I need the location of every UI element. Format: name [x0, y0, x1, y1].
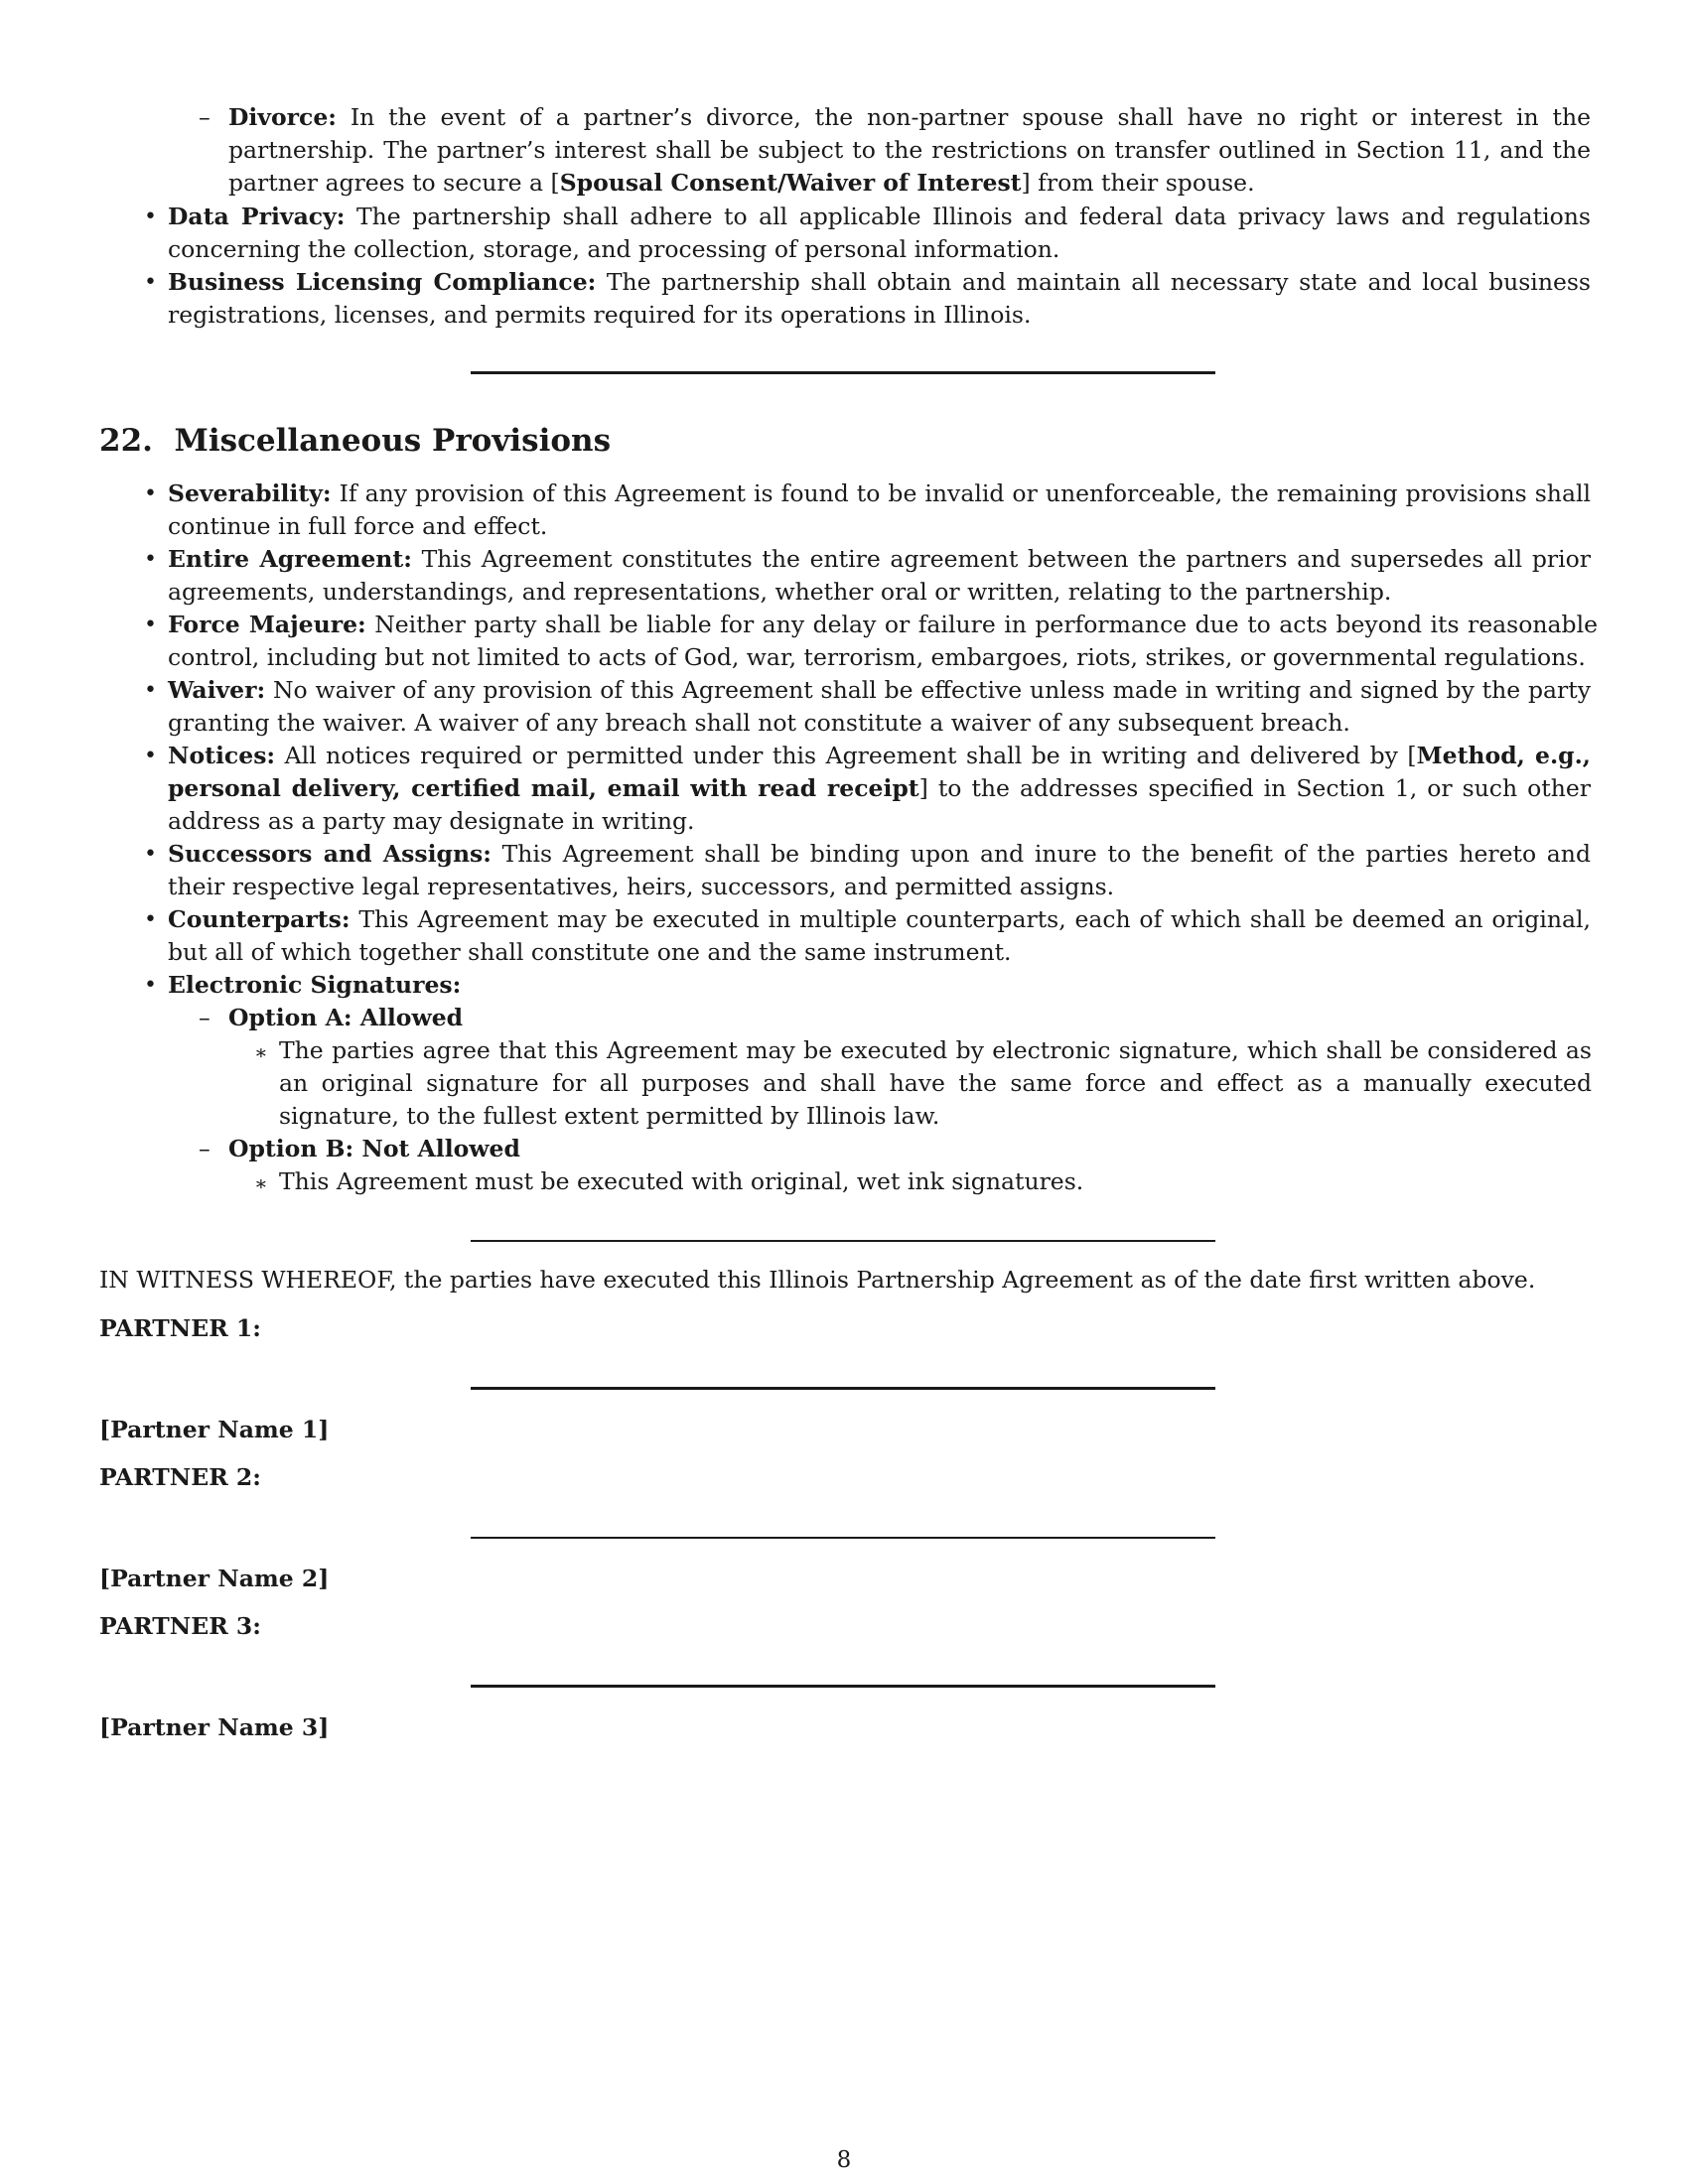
bullet-marker: • [144, 270, 157, 295]
list-item-successors [144, 838, 1591, 903]
item-text: The partnership shall adhere to all applicable Illinois and federal data privacy laws and regulations concerning the collection, storage, and processing of personal information. [168, 203, 1591, 263]
list-item-electronic-signatures [144, 969, 1591, 1002]
signature-line-partner-3[interactable] [471, 1685, 1215, 1688]
item-bold-text: Spousal Consent/Waiver of Interest [559, 169, 1022, 197]
dash-marker: – [199, 103, 211, 131]
list-item-divorce [199, 101, 1591, 200]
dash-marker: – [199, 1135, 211, 1162]
option-b-body: This Agreement must be executed with original, wet ink signatures. [279, 1167, 1084, 1195]
signature-label-partner-1: PARTNER 1: [99, 1314, 261, 1342]
list-item-waiver [144, 674, 1591, 740]
item-text: In the event of a partner’s divorce, the non-partner spouse shall have no right or interest in the partnership. The partner’s interest shall be subject to the restrictions on transfer outlined in Section 11, and the partner agrees to secure a [ [228, 103, 1591, 197]
bullet-marker: • [144, 842, 157, 867]
list-item-notices [144, 740, 1591, 838]
option-a-text [254, 1034, 1592, 1133]
section-heading: 22. Miscellaneous Provisions [99, 423, 612, 459]
option-a-label [199, 1002, 1591, 1034]
list-item-business-licensing [144, 266, 1591, 332]
item-label: Force Majeure: [168, 611, 366, 638]
signature-name-partner-3: [Partner Name 3] [99, 1713, 330, 1741]
witness-statement: IN WITNESS WHEREOF, the parties have executed this Illinois Partnership Agreement as of the date first written above. [99, 1266, 1536, 1294]
item-text: The partnership shall obtain and maintain all necessary state and local business registrations, licenses, and permits required for its operations in Illinois. [168, 268, 1591, 329]
item-text: This Agreement may be executed in multiple counterparts, each of which shall be deemed an original, but all of which together shall constitute one and the same instrument. [168, 905, 1591, 966]
signature-label-partner-3: PARTNER 3: [99, 1612, 261, 1640]
item-label: Data Privacy: [168, 203, 346, 230]
list-item-severability [144, 478, 1591, 543]
option-b-title: Option B: Not Allowed [228, 1135, 520, 1162]
signature-line-partner-2[interactable] [471, 1537, 1215, 1539]
option-a-body: The parties agree that this Agreement may be executed by electronic signature, which shall be considered as an original signature for all purposes and shall have the same force and effect as a manually executed signature, to the fullest extent permitted by Illinois law. [279, 1036, 1592, 1130]
horizontal-rule [471, 371, 1215, 374]
bullet-marker: • [144, 678, 157, 703]
dash-marker: – [199, 1004, 211, 1031]
item-label: Business Licensing Compliance: [168, 268, 597, 296]
item-label: Waiver: [168, 676, 266, 704]
bullet-marker: • [144, 547, 157, 572]
item-text: This Agreement shall be binding upon and inure to the benefit of the parties hereto and their respective legal representatives, heirs, successors, and permitted assigns. [168, 840, 1591, 900]
bullet-marker: • [144, 205, 157, 229]
item-bold-text: Method, e.g., personal delivery, certified mail, email with read receipt [168, 742, 1591, 802]
item-text: Neither party shall be liable for any delay or failure in performance due to acts beyond its reasonable control, including but not limited to acts of God, war, terrorism, embargoes, riots, strikes, or governmental regulations. [168, 611, 1599, 671]
signature-name-partner-1: [Partner Name 1] [99, 1416, 330, 1443]
item-text: If any provision of this Agreement is found to be invalid or unenforceable, the remaining provisions shall continue in full force and effect. [168, 479, 1591, 540]
item-label: Electronic Signatures: [168, 971, 462, 999]
bullet-marker: • [144, 613, 157, 637]
signature-label-partner-2: PARTNER 2: [99, 1463, 261, 1491]
item-label: Notices: [168, 742, 276, 769]
item-text: No waiver of any provision of this Agreement shall be effective unless made in writing and signed by the party granting the waiver. A waiver of any breach shall not constitute a waiver of any subsequent breach. [168, 676, 1591, 737]
item-text: All notices required or permitted under this Agreement shall be in writing and delivered by [ [275, 742, 1417, 769]
option-a-title: Option A: Allowed [228, 1004, 464, 1031]
item-label: Counterparts: [168, 905, 351, 933]
item-text-end: ] to the addresses specified in Section 1, or such other address as a party may designate in writing. [168, 774, 1591, 835]
signature-line-partner-1[interactable] [471, 1387, 1215, 1390]
list-item-counterparts [144, 903, 1591, 969]
item-label: Divorce: [228, 103, 337, 131]
item-label: Entire Agreement: [168, 545, 412, 573]
item-label: Successors and Assigns: [168, 840, 492, 868]
list-item-force-majeure [144, 609, 1599, 674]
page-number: 8 [836, 2147, 852, 2173]
asterisk-marker: ∗ [254, 1040, 268, 1064]
bullet-marker: • [144, 973, 157, 998]
item-text: This Agreement constitutes the entire agreement between the partners and supersedes all prior agreements, understandings, and representations, whether oral or written, relating to the partnership. [168, 545, 1591, 606]
horizontal-rule [471, 1240, 1215, 1242]
asterisk-marker: ∗ [254, 1171, 268, 1195]
signature-name-partner-2: [Partner Name 2] [99, 1565, 330, 1592]
list-item-entire-agreement [144, 543, 1591, 609]
item-label: Severability: [168, 479, 332, 507]
bullet-marker: • [144, 744, 157, 768]
option-b-label [199, 1133, 1591, 1165]
bullet-marker: • [144, 481, 157, 506]
list-item-data-privacy [144, 201, 1591, 266]
item-text-end: ] from their spouse. [1021, 169, 1255, 197]
bullet-marker: • [144, 907, 157, 932]
option-b-text [254, 1165, 1592, 1198]
